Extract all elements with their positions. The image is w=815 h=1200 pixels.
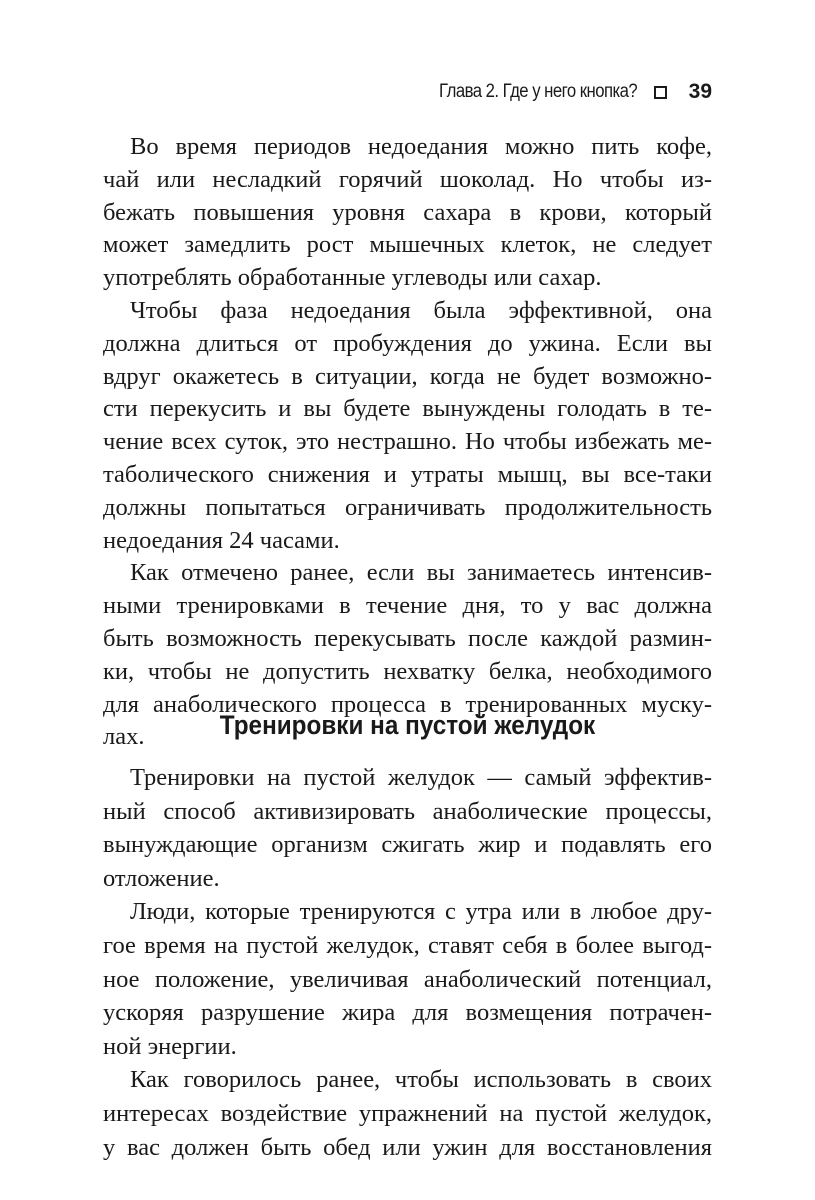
paragraph [103, 295, 712, 557]
text-line: чение всех суток, это нестрашно. Но чтобы избежать ме- [103, 428, 712, 456]
text-line: интересах воздействие упражнений на пустой желудок, [103, 1099, 712, 1127]
text-line: Как отмечено ранее, если вы занимаетесь интенсив- [130, 559, 712, 587]
text-line: таболического снижения и утраты мышц, вы все-таки [103, 460, 712, 488]
text-line: у вас должен быть обед или ужин для восстановления [103, 1133, 712, 1161]
text-line: Люди, которые тренируются с утра или в любое дру- [130, 898, 712, 926]
text-line: ный способ активизировать анаболические процессы, [103, 797, 712, 825]
text-line: может замедлить рост мышечных клеток, не следует [103, 231, 712, 259]
text-line: гое время на пустой желудок, ставят себя в более выгод- [103, 931, 712, 959]
text-line: Тренировки на пустой желудок — самый эффектив- [130, 764, 712, 791]
running-title: Глава 2. Где у него кнопка? [439, 81, 638, 102]
body-text-section-2 [103, 761, 712, 1164]
section-heading: Тренировки на пустой желудок [219, 710, 596, 740]
paragraph [103, 131, 712, 295]
text-line: ки, чтобы не допустить нехватку белка, необходимого [103, 657, 712, 685]
text-line: быть возможность перекусывать после каждой размин- [103, 624, 712, 652]
text-line: для анаболического процесса в тренированных муску- [103, 690, 712, 718]
text-line: недоедания 24 часами. [103, 526, 340, 554]
paragraph [103, 1063, 712, 1164]
text-line: ное положение, увеличивая анаболический потенциал, [103, 965, 712, 993]
text-line: вынуждающие организм сжигать жир и подавлять его [103, 831, 712, 859]
checkbox-square-icon [654, 86, 667, 99]
page-number: 39 [688, 80, 712, 103]
paragraph [103, 895, 712, 1063]
text-line: должны попытаться ограничивать продолжительность [103, 493, 712, 521]
text-line: Как говорилось ранее, чтобы использовать в своих [130, 1066, 712, 1094]
text-line: чай или несладкий горячий шоколад. Но чтобы из- [103, 165, 712, 193]
text-line: отложение. [103, 864, 220, 892]
text-line: ной энергии. [103, 1032, 237, 1060]
text-line: ными тренировками в течение дня, то у вас должна [103, 592, 712, 620]
running-header [412, 80, 712, 104]
paragraph [103, 761, 712, 895]
text-line: ускоряя разрушение жира для возмещения потрачен- [103, 999, 712, 1027]
text-line: должна длиться от пробуждения до ужина. Если вы [103, 329, 712, 357]
body-text-section-1 [103, 131, 712, 754]
text-line: Чтобы фаза недоедания была эффективной, она [130, 296, 712, 324]
text-line: сти перекусить и вы будете вынуждены голодать в те- [103, 395, 712, 423]
text-line: Во время периодов недоедания можно пить кофе, [130, 133, 712, 160]
text-line: бежать повышения уровня сахара в крови, который [103, 198, 712, 226]
text-line: употреблять обработанные углеводы или сахар. [103, 264, 602, 292]
text-line: лах. [103, 723, 145, 751]
text-line: вдруг окажетесь в ситуации, когда не будет возможно- [103, 362, 712, 390]
